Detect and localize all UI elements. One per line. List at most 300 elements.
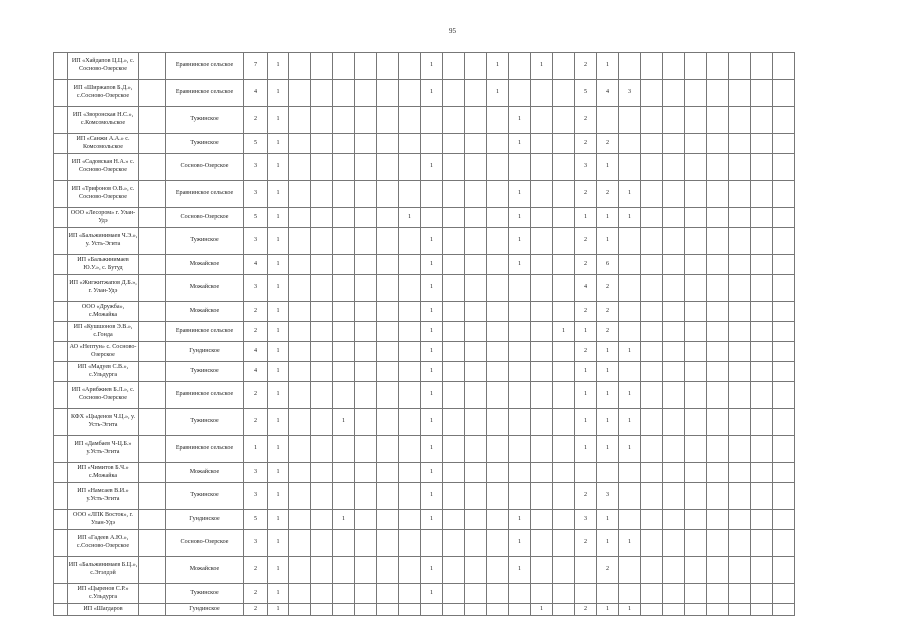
grid-cell	[619, 134, 641, 154]
grid-cell	[377, 510, 399, 530]
grid-cell	[509, 80, 531, 107]
grid-cell	[663, 53, 685, 80]
grid-cell	[773, 382, 795, 409]
grid-cell	[531, 483, 553, 510]
grid-cell	[685, 228, 707, 255]
grid-cell	[487, 510, 509, 530]
value-cell: 3	[244, 181, 268, 208]
value-cell: 1	[268, 107, 289, 134]
grid-cell	[311, 181, 333, 208]
grid-cell	[531, 530, 553, 557]
grid-cell	[333, 557, 355, 584]
grid-cell	[663, 362, 685, 382]
grid-cell	[399, 557, 421, 584]
grid-cell	[311, 510, 333, 530]
grid-cell	[751, 436, 773, 463]
grid-cell	[465, 382, 487, 409]
organization-cell: ИП «Хайдапов Ц.Ц.», с. Сосново-Озерское	[68, 53, 139, 80]
grid-cell	[641, 255, 663, 275]
grid-cell	[355, 362, 377, 382]
grid-cell: 2	[575, 107, 597, 134]
grid-cell: 1	[421, 382, 443, 409]
grid-cell	[54, 510, 68, 530]
grid-cell	[139, 584, 166, 604]
grid-cell	[553, 510, 575, 530]
grid-cell	[421, 181, 443, 208]
grid-cell	[751, 584, 773, 604]
grid-cell	[773, 275, 795, 302]
grid-cell	[553, 80, 575, 107]
grid-cell	[553, 255, 575, 275]
table-row	[54, 557, 795, 584]
grid-cell	[377, 275, 399, 302]
value-cell: 1	[268, 154, 289, 181]
table-row	[54, 275, 795, 302]
district-cell: Можайское	[166, 302, 244, 322]
grid-cell: 1	[421, 255, 443, 275]
grid-cell	[553, 362, 575, 382]
grid-cell	[289, 80, 311, 107]
grid-cell	[553, 604, 575, 616]
grid-cell	[773, 134, 795, 154]
grid-cell	[355, 604, 377, 616]
grid-cell: 1	[421, 342, 443, 362]
grid-cell: 5	[575, 80, 597, 107]
grid-cell: 1	[509, 557, 531, 584]
grid-cell	[663, 181, 685, 208]
grid-cell	[289, 382, 311, 409]
grid-cell	[707, 275, 729, 302]
grid-cell	[399, 342, 421, 362]
grid-cell	[487, 483, 509, 510]
grid-cell: 2	[575, 53, 597, 80]
value-cell: 2	[244, 302, 268, 322]
grid-cell	[751, 302, 773, 322]
grid-cell: 1	[597, 362, 619, 382]
grid-cell	[289, 362, 311, 382]
grid-cell	[751, 510, 773, 530]
grid-cell	[333, 181, 355, 208]
grid-cell: 1	[619, 604, 641, 616]
grid-cell	[575, 557, 597, 584]
grid-cell	[311, 409, 333, 436]
grid-cell: 1	[509, 181, 531, 208]
grid-cell	[553, 530, 575, 557]
grid-cell	[641, 107, 663, 134]
grid-cell: 1	[575, 322, 597, 342]
grid-cell	[355, 208, 377, 228]
grid-cell	[685, 107, 707, 134]
grid-cell	[311, 208, 333, 228]
grid-cell	[377, 302, 399, 322]
district-cell: Тужинское	[166, 362, 244, 382]
grid-cell	[139, 154, 166, 181]
grid-cell	[575, 584, 597, 604]
value-cell: 3	[244, 154, 268, 181]
grid-cell	[311, 584, 333, 604]
grid-cell	[729, 463, 751, 483]
grid-cell	[421, 208, 443, 228]
value-cell: 1	[244, 436, 268, 463]
grid-cell	[641, 436, 663, 463]
grid-cell: 1	[421, 275, 443, 302]
grid-cell	[531, 228, 553, 255]
grid-cell	[531, 302, 553, 322]
value-cell: 1	[268, 463, 289, 483]
table-row	[54, 463, 795, 483]
grid-cell	[773, 342, 795, 362]
grid-cell	[531, 382, 553, 409]
grid-cell	[641, 382, 663, 409]
grid-cell	[139, 255, 166, 275]
district-cell: Тужинское	[166, 584, 244, 604]
grid-cell	[355, 322, 377, 342]
grid-cell	[54, 436, 68, 463]
grid-cell: 1	[487, 80, 509, 107]
grid-cell	[663, 302, 685, 322]
grid-cell: 1	[619, 382, 641, 409]
grid-cell: 1	[509, 134, 531, 154]
grid-cell	[355, 181, 377, 208]
grid-cell	[311, 604, 333, 616]
grid-cell	[487, 107, 509, 134]
grid-cell	[54, 181, 68, 208]
grid-cell	[355, 557, 377, 584]
grid-cell	[729, 604, 751, 616]
grid-cell	[641, 530, 663, 557]
table-row	[54, 584, 795, 604]
grid-cell	[619, 322, 641, 342]
grid-cell	[139, 463, 166, 483]
table-row	[54, 134, 795, 154]
grid-cell	[707, 181, 729, 208]
grid-cell	[773, 107, 795, 134]
grid-cell	[311, 436, 333, 463]
grid-cell	[751, 275, 773, 302]
grid-cell	[773, 302, 795, 322]
grid-cell	[509, 302, 531, 322]
district-cell: Еравнинское сельское	[166, 181, 244, 208]
value-cell: 2	[244, 604, 268, 616]
grid-cell	[465, 436, 487, 463]
grid-cell	[509, 409, 531, 436]
grid-cell	[729, 322, 751, 342]
grid-cell	[663, 436, 685, 463]
grid-cell	[531, 255, 553, 275]
grid-cell	[289, 409, 311, 436]
grid-cell	[139, 409, 166, 436]
value-cell: 1	[268, 134, 289, 154]
grid-cell	[289, 584, 311, 604]
table-row	[54, 604, 795, 616]
grid-cell	[729, 80, 751, 107]
grid-cell	[751, 463, 773, 483]
district-cell: Тужинское	[166, 483, 244, 510]
grid-cell: 1	[597, 154, 619, 181]
grid-cell	[333, 302, 355, 322]
grid-cell: 2	[575, 302, 597, 322]
grid-cell	[597, 584, 619, 604]
grid-cell: 1	[333, 409, 355, 436]
grid-cell	[139, 134, 166, 154]
value-cell: 1	[268, 510, 289, 530]
grid-cell	[487, 342, 509, 362]
district-cell: Гундинское	[166, 510, 244, 530]
grid-cell: 1	[531, 53, 553, 80]
grid-cell	[377, 107, 399, 134]
grid-cell	[355, 530, 377, 557]
grid-cell	[487, 557, 509, 584]
grid-cell	[575, 463, 597, 483]
grid-cell	[399, 362, 421, 382]
grid-cell	[443, 275, 465, 302]
grid-cell	[333, 134, 355, 154]
organization-cell: ИП «Мадуев С.В.», с.Ульдурга	[68, 362, 139, 382]
grid-cell	[729, 107, 751, 134]
grid-cell	[289, 228, 311, 255]
grid-cell	[465, 510, 487, 530]
grid-cell	[311, 322, 333, 342]
grid-cell: 1	[597, 208, 619, 228]
grid-cell	[487, 154, 509, 181]
value-cell: 3	[244, 530, 268, 557]
grid-cell	[641, 483, 663, 510]
grid-cell	[289, 322, 311, 342]
value-cell: 2	[244, 584, 268, 604]
grid-cell	[399, 483, 421, 510]
district-cell: Сосново-Озерское	[166, 208, 244, 228]
grid-cell	[311, 228, 333, 255]
grid-cell	[139, 604, 166, 616]
grid-cell	[355, 409, 377, 436]
grid-cell	[531, 80, 553, 107]
grid-cell	[641, 275, 663, 302]
grid-cell	[443, 530, 465, 557]
grid-cell	[465, 228, 487, 255]
grid-cell	[355, 53, 377, 80]
value-cell: 4	[244, 255, 268, 275]
grid-cell: 1	[421, 436, 443, 463]
value-cell: 2	[244, 107, 268, 134]
organization-cell: ИП «Трифонов О.В.», с. Сосново-Озерское	[68, 181, 139, 208]
table-row	[54, 302, 795, 322]
grid-cell	[663, 342, 685, 362]
grid-cell	[289, 255, 311, 275]
grid-cell	[685, 362, 707, 382]
value-cell: 4	[244, 362, 268, 382]
grid-cell	[729, 362, 751, 382]
grid-cell: 1	[509, 107, 531, 134]
grid-cell	[641, 134, 663, 154]
grid-cell	[707, 255, 729, 275]
grid-cell: 1	[421, 322, 443, 342]
grid-cell	[685, 463, 707, 483]
grid-cell	[663, 604, 685, 616]
grid-cell	[54, 362, 68, 382]
grid-cell	[509, 436, 531, 463]
grid-cell	[531, 208, 553, 228]
grid-cell	[641, 302, 663, 322]
grid-cell	[54, 557, 68, 584]
organization-cell: ИП «Шагдаров	[68, 604, 139, 616]
grid-cell	[619, 483, 641, 510]
grid-cell	[465, 483, 487, 510]
grid-cell	[355, 154, 377, 181]
grid-cell	[685, 208, 707, 228]
grid-cell	[289, 154, 311, 181]
grid-cell	[663, 255, 685, 275]
grid-cell	[443, 409, 465, 436]
organization-cell: ИП «Зворонская Н.С.», с.Комсомольское	[68, 107, 139, 134]
grid-cell	[553, 154, 575, 181]
grid-cell	[465, 530, 487, 557]
grid-cell	[139, 510, 166, 530]
grid-cell	[399, 275, 421, 302]
grid-cell	[54, 409, 68, 436]
grid-cell	[729, 483, 751, 510]
grid-cell	[54, 322, 68, 342]
grid-cell: 1	[597, 53, 619, 80]
grid-cell	[399, 80, 421, 107]
grid-cell	[729, 134, 751, 154]
grid-cell	[289, 107, 311, 134]
grid-cell	[685, 483, 707, 510]
grid-cell	[707, 530, 729, 557]
grid-cell	[333, 208, 355, 228]
grid-cell	[54, 53, 68, 80]
grid-cell	[443, 154, 465, 181]
grid-cell	[139, 228, 166, 255]
grid-cell	[443, 208, 465, 228]
value-cell: 3	[244, 463, 268, 483]
grid-cell	[443, 80, 465, 107]
grid-cell	[289, 510, 311, 530]
grid-cell	[531, 409, 553, 436]
grid-cell	[465, 53, 487, 80]
organization-cell: ИП «Ширжапов Б.Д.», с.Сосново-Озерское	[68, 80, 139, 107]
grid-cell	[443, 322, 465, 342]
grid-cell	[509, 154, 531, 181]
value-cell: 1	[268, 409, 289, 436]
grid-cell	[355, 510, 377, 530]
value-cell: 1	[268, 181, 289, 208]
grid-cell	[619, 302, 641, 322]
grid-cell	[311, 362, 333, 382]
grid-cell	[663, 530, 685, 557]
district-cell: Тужинское	[166, 107, 244, 134]
grid-cell: 1	[619, 181, 641, 208]
grid-cell	[641, 208, 663, 228]
grid-cell	[377, 483, 399, 510]
grid-cell	[707, 342, 729, 362]
grid-cell	[509, 584, 531, 604]
grid-cell	[377, 463, 399, 483]
value-cell: 5	[244, 510, 268, 530]
grid-cell	[531, 107, 553, 134]
grid-cell	[399, 302, 421, 322]
grid-cell	[487, 436, 509, 463]
grid-cell: 1	[421, 409, 443, 436]
grid-cell	[707, 382, 729, 409]
grid-cell	[355, 382, 377, 409]
grid-cell	[465, 208, 487, 228]
organization-cell: ИП «Гадеев А.Ю.», с.Сосново-Озерское	[68, 530, 139, 557]
value-cell: 1	[268, 483, 289, 510]
grid-cell	[139, 342, 166, 362]
grid-cell	[685, 154, 707, 181]
grid-cell	[597, 463, 619, 483]
page-number: 95	[449, 27, 456, 35]
grid-cell	[333, 584, 355, 604]
grid-cell	[139, 275, 166, 302]
grid-cell	[729, 255, 751, 275]
district-cell: Гундинское	[166, 342, 244, 362]
grid-cell	[773, 154, 795, 181]
grid-cell	[487, 584, 509, 604]
value-cell: 3	[244, 228, 268, 255]
grid-cell	[355, 436, 377, 463]
grid-cell: 1	[597, 604, 619, 616]
grid-cell: 1	[619, 208, 641, 228]
grid-cell	[751, 604, 773, 616]
grid-cell	[553, 584, 575, 604]
value-cell: 1	[268, 208, 289, 228]
grid-cell	[553, 53, 575, 80]
grid-cell	[773, 409, 795, 436]
grid-cell	[685, 322, 707, 342]
grid-cell: 2	[575, 181, 597, 208]
grid-cell	[487, 463, 509, 483]
grid-cell	[311, 134, 333, 154]
grid-cell	[487, 228, 509, 255]
district-cell: Тужинское	[166, 409, 244, 436]
grid-cell	[751, 154, 773, 181]
grid-cell	[531, 557, 553, 584]
grid-cell	[399, 228, 421, 255]
grid-cell	[619, 255, 641, 275]
table-row	[54, 322, 795, 342]
grid-cell	[641, 557, 663, 584]
grid-cell: 1	[421, 228, 443, 255]
grid-cell	[465, 154, 487, 181]
grid-cell: 1	[575, 409, 597, 436]
grid-cell	[355, 228, 377, 255]
grid-cell: 1	[575, 382, 597, 409]
grid-cell	[465, 322, 487, 342]
organization-cell: ИП «Бальжинимаев Ю.У.», с. Бутуд	[68, 255, 139, 275]
grid-cell	[311, 302, 333, 322]
grid-cell	[54, 604, 68, 616]
grid-cell	[751, 483, 773, 510]
grid-cell	[729, 275, 751, 302]
district-cell: Можайское	[166, 557, 244, 584]
grid-cell	[509, 604, 531, 616]
grid-cell	[333, 322, 355, 342]
grid-cell	[377, 584, 399, 604]
grid-cell: 2	[575, 228, 597, 255]
value-cell: 5	[244, 134, 268, 154]
organization-cell: ИП «Намсаев В.И.» у.Усть-Эгита	[68, 483, 139, 510]
grid-cell	[729, 154, 751, 181]
grid-cell: 1	[421, 483, 443, 510]
grid-cell	[663, 409, 685, 436]
grid-cell	[465, 463, 487, 483]
grid-cell: 2	[597, 557, 619, 584]
grid-cell	[553, 302, 575, 322]
grid-cell	[531, 584, 553, 604]
grid-cell	[311, 275, 333, 302]
grid-cell: 1	[421, 80, 443, 107]
